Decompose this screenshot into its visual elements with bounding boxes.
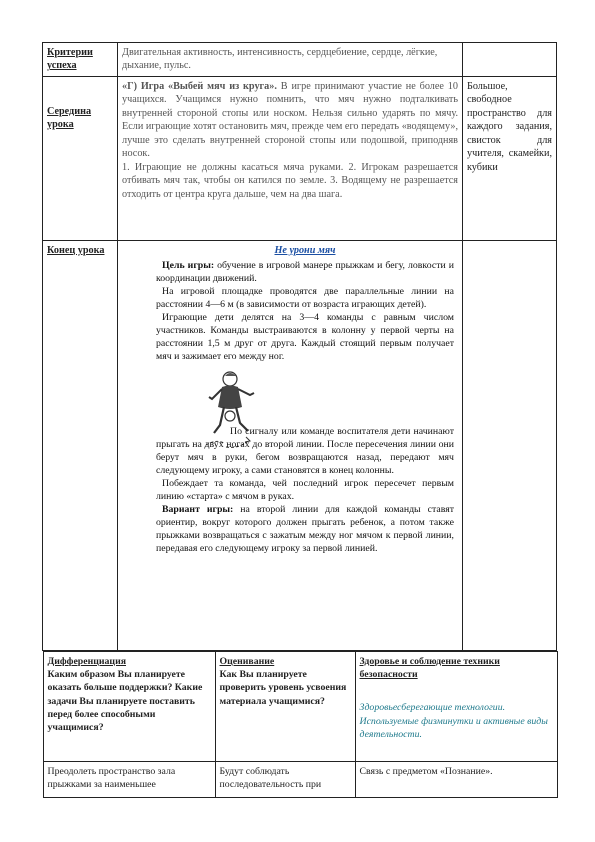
differentiation-cell: Дифференциация Каким образом Вы планируете оказать больше поддержки? Какие задачи Вы планируете поставить перед более способными учащимися?: [43, 651, 215, 761]
end-content: [118, 240, 463, 650]
success-criteria-text: Двигательная активность, интенсивность, сердцебиение, сердце, лёгкие, дыхание, пульс.: [118, 43, 463, 77]
end-resources: [463, 240, 557, 650]
end-p3: По сигналу или команде воспитателя дети начинают прыгать на двух ногах до второй линии. После пересечения линии они берут мяч в руки, бегом возвращаются назад, передают мяч следующему игроку, а сами становятся в конец колонны.: [156, 425, 454, 476]
assessment-cell: Оценивание Как Вы планируете проверить уровень усвоения материала учащимися?: [215, 651, 355, 761]
middle-resources: Большое, свободное пространство для каждого задания, свисток для учителя, скамейки, кубики: [463, 76, 557, 240]
end-p4: Побеждает та команда, чей последний игрок пересечет первым линию «старта» с мячом в руках.: [156, 478, 454, 503]
middle-game-title: «Выбей мяч из круга».: [168, 80, 277, 92]
bottom-table: [43, 651, 558, 798]
bottom-row-headers: [43, 651, 557, 761]
health-safety-cell: Здоровье и соблюдение техники безопасности Здоровьесберегающие технологии. Используемые физминутки и активные виды деятельности.: [355, 651, 557, 761]
health-content: Связь с предметом «Познание».: [355, 761, 557, 797]
middle-label: Середина урока: [43, 76, 118, 240]
differentiation-content: Преодолеть пространство зала прыжками за наименьшее: [43, 761, 215, 797]
end-p2: Играющие дети делятся на 3—4 команды с равным числом участников. Команды выстраиваются в колонну у первой черты на расстоянии 1,5 м друг от друга. Каждый стоящий первым получает мяч и зажимает его между ног.: [156, 312, 454, 363]
row-success-criteria: [43, 43, 557, 77]
success-criteria-resources: [463, 43, 557, 77]
end-label: Конец урока: [43, 240, 118, 650]
middle-game-intro: «Г) Игра «Выбей мяч из круга». В игре принимают участие не более 10 учащихся. Учащимся нужно помнить, что мяч нужно подталкивать внутренней стороной стопы или носком. Нельзя сильно ударять по мячу. Если играющие хотят остановить мяч, прежде чем его передать «водящему», лучше это сделать внутренней стороной стопы или подошвой, приподняв носок.: [122, 80, 458, 160]
end-p1: На игровой площадке проводятся две параллельные линии на расстоянии 4—6 м (в зависимости от возраста играющих детей).: [156, 286, 454, 311]
assessment-content: Будут соблюдать последовательность при: [215, 761, 355, 797]
success-criteria-label: Критерии успеха: [43, 43, 118, 77]
bottom-row-content: [43, 761, 557, 797]
row-bottom: [43, 650, 557, 798]
row-middle: [43, 76, 557, 240]
end-game-title: Не урони мяч: [274, 244, 336, 256]
end-goal: Цель игры: обучение в игровой манере прыжкам и бегу, ловкости и координации движений.: [156, 260, 454, 285]
row-end: [43, 240, 557, 650]
middle-content: [118, 76, 463, 240]
lesson-table: [42, 42, 557, 798]
end-variant: Вариант игры: на второй линии для каждой команды ставят ориентир, вокруг которого должен прыгать ребенок, а потом также прыжками возвращаться с зажатым между ног мячом к первой линии, передавая его следующему игроку за первой линией.: [156, 504, 454, 555]
middle-rules: 1. Играющие не должны касаться мяча руками. 2. Игрокам разрешается отбивать мяч так, чтобы он катился по земле. 3. Водящему не разрешается отходить от центра круга дальше, чем на два шага.: [122, 161, 458, 200]
